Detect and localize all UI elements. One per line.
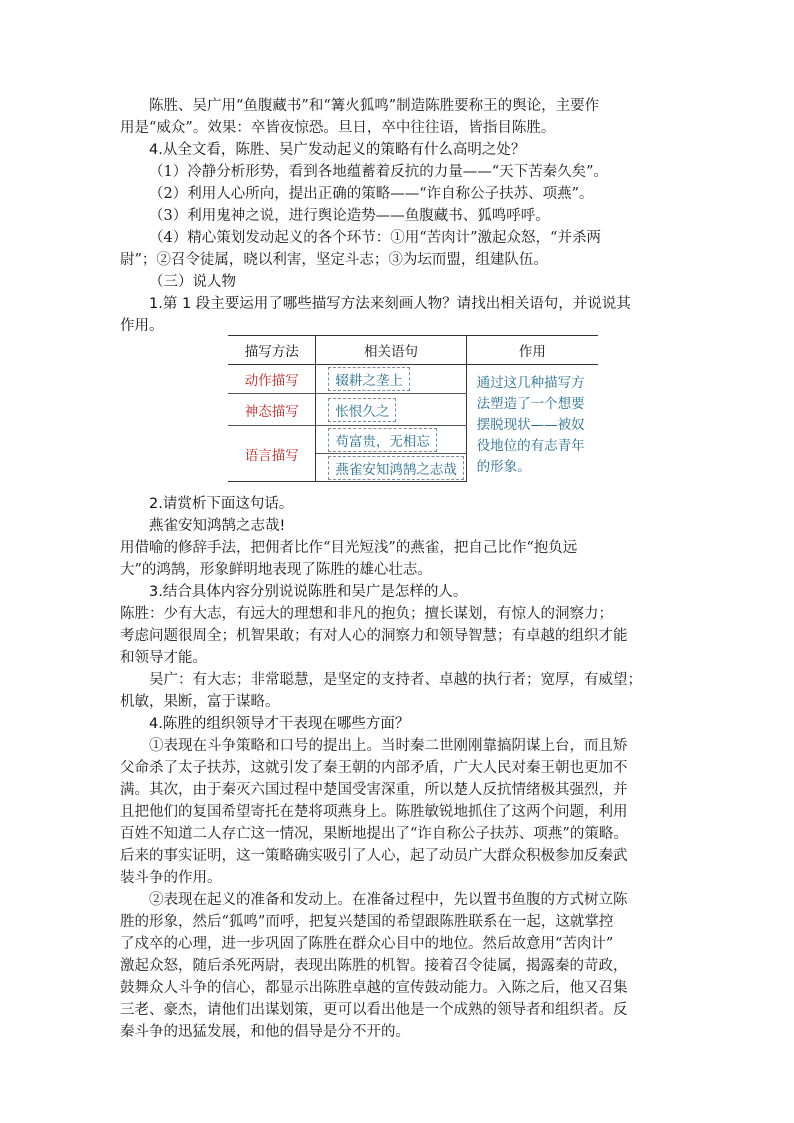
answer-line: 尉”；②召令徒属，晓以利害，坚定斗志；③为坛而盟，组建队伍。 bbox=[120, 252, 548, 268]
answer-line: 激起众怒，随后杀死两尉，表现出陈胜的机智。接着召令徒属，揭露秦的苛政， bbox=[120, 958, 628, 974]
question-4b: 4.陈胜的组织领导才干表现在哪些方面？ bbox=[149, 716, 410, 732]
quote-text: 苟富贵，无相忘 bbox=[328, 428, 437, 452]
answer-line: 吴广：有大志；非常聪慧，是坚定的支持者、卓越的执行者；宽厚，有威望； bbox=[149, 672, 642, 688]
answer-line: 且把他们的复国希望寄托在楚将项燕身上。陈胜敏锐地抓住了这两个问题，利用 bbox=[120, 804, 628, 820]
question-3: 3.结合具体内容分别说说陈胜和吴广是怎样的人。 bbox=[149, 584, 468, 600]
effect-line: 法塑造了一个想要 bbox=[476, 396, 585, 412]
answer-line: 胜的形象，然后“狐鸣”而呼，把复兴楚国的希望跟陈胜联系在一起，这就掌控 bbox=[120, 914, 614, 930]
answer-line: 装斗争的作用。 bbox=[120, 870, 222, 886]
answer-line: 用借喻的修辞手法，把佣者比作“目光短浅”的燕雀，把自己比作“抱负远 bbox=[120, 540, 578, 556]
answer-line: 考虑问题很周全；机智果敢；有对人心的洞察力和领导智慧；有卓越的组织才能 bbox=[120, 628, 628, 644]
answer-line: （1）冷静分析形势，看到各地蕴蓄着反抗的力量——“天下苦秦久矣”。 bbox=[149, 164, 609, 180]
quote-text: 辍耕之垄上 bbox=[328, 367, 410, 391]
question-2: 2.请赏析下面这句话。 bbox=[149, 496, 294, 512]
answer-line: （2）利用人心所向，提出正确的策略——“诈自称公子扶苏、项燕”。 bbox=[149, 186, 594, 202]
answer-line: （3）利用鬼神之说，进行舆论造势——鱼腹藏书、狐鸣呼呼。 bbox=[149, 208, 550, 224]
question-4: 4.从全文看，陈胜、吴广发动起义的策略有什么高明之处？ bbox=[149, 142, 526, 158]
answer-line: 和领导才能。 bbox=[120, 650, 207, 666]
answer-line: 父命杀了太子扶苏，这就引发了秦王朝的内部矛盾，广大人民对秦王朝也更加不 bbox=[120, 760, 628, 776]
quote-text: 燕雀安知鸿鹄之志哉 bbox=[328, 456, 464, 480]
effect-line: 摆脱现状——被奴 bbox=[476, 417, 585, 433]
answer-line: 百姓不知道二人存亡这一情况，果断地提出了“诈自称公子扶苏、项燕”的策略。 bbox=[120, 826, 628, 842]
table-header: 相关语句 bbox=[316, 336, 466, 365]
answer-line: 满。其次，由于秦灭六国过程中楚国受害深重，所以楚人反抗情绪极其强烈，并 bbox=[120, 782, 628, 798]
effect-line: 役地位的有志青年 bbox=[476, 438, 585, 454]
table-header: 作用 bbox=[466, 336, 598, 365]
answer-line: 机敏，果断，富于谋略。 bbox=[120, 694, 280, 710]
effect-line: 通过这几种描写方 bbox=[476, 375, 585, 391]
method-cell: 神态描写 bbox=[228, 394, 316, 426]
question-1: 1.第 1 段主要运用了哪些描写方法来刻画人物？请找出相关语句，并说说其 bbox=[149, 296, 631, 312]
answer-line: ②表现在起义的准备和发动上。在准备过程中，先以置书鱼腹的方式树立陈 bbox=[149, 892, 628, 908]
section-heading: （三）说人物 bbox=[149, 274, 236, 290]
effect-line: 的形象。 bbox=[476, 459, 531, 475]
table-header: 描写方法 bbox=[228, 336, 316, 365]
answer-line: 鼓舞众人斗争的信心，都显示出陈胜卓越的宣传鼓动能力。入陈之后，他又召集 bbox=[120, 980, 628, 996]
answer-line: 了戍卒的心理，进一步巩固了陈胜在群众心目中的地位。然后故意用“苦肉计” bbox=[120, 936, 614, 952]
quote-cell bbox=[316, 454, 466, 482]
quote-cell bbox=[316, 394, 466, 426]
method-cell: 语言描写 bbox=[228, 426, 316, 482]
answer-line: 后来的事实证明，这一策略确实吸引了人心，起了动员广大群众积极参加反秦武 bbox=[120, 848, 628, 864]
answer-line: 三老、豪杰，请他们出谋划策，更可以看出他是一个成熟的领导者和组织者。反 bbox=[120, 1002, 628, 1018]
quote-text: 怅恨久之 bbox=[328, 398, 396, 422]
answer-line: （4）精心策划发动起义的各个环节：①用“苦肉计”激起众怒，“并杀两 bbox=[149, 230, 601, 246]
answer-line: 大”的鸿鹄，形象鲜明地表现了陈胜的雄心壮志。 bbox=[120, 562, 432, 578]
method-cell: 动作描写 bbox=[228, 365, 316, 394]
answer-line: 秦斗争的迅猛发展，和他的倡导是分不开的。 bbox=[120, 1024, 410, 1040]
answer-line: 陈胜、吴广用“鱼腹藏书”和“篝火狐鸣”制造陈胜要称王的舆论，主要作 bbox=[149, 98, 600, 114]
question-1: 作用。 bbox=[120, 318, 164, 334]
effect-cell bbox=[466, 365, 598, 482]
answer-line: 陈胜：少有大志，有远大的理想和非凡的抱负；擅长谋划，有惊人的洞察力； bbox=[120, 606, 613, 622]
quote-cell bbox=[316, 426, 466, 454]
quote-cell bbox=[316, 365, 466, 394]
quoted-sentence: 燕雀安知鸿鹄之志哉! bbox=[149, 518, 286, 534]
description-table bbox=[228, 335, 598, 482]
answer-line: ①表现在斗争策略和口号的提出上。当时秦二世刚刚靠搞阴谋上台，而且矫 bbox=[149, 738, 628, 754]
answer-line: 用是“威众”。效果：卒皆夜惊恐。旦日，卒中往往语，皆指目陈胜。 bbox=[120, 120, 556, 136]
